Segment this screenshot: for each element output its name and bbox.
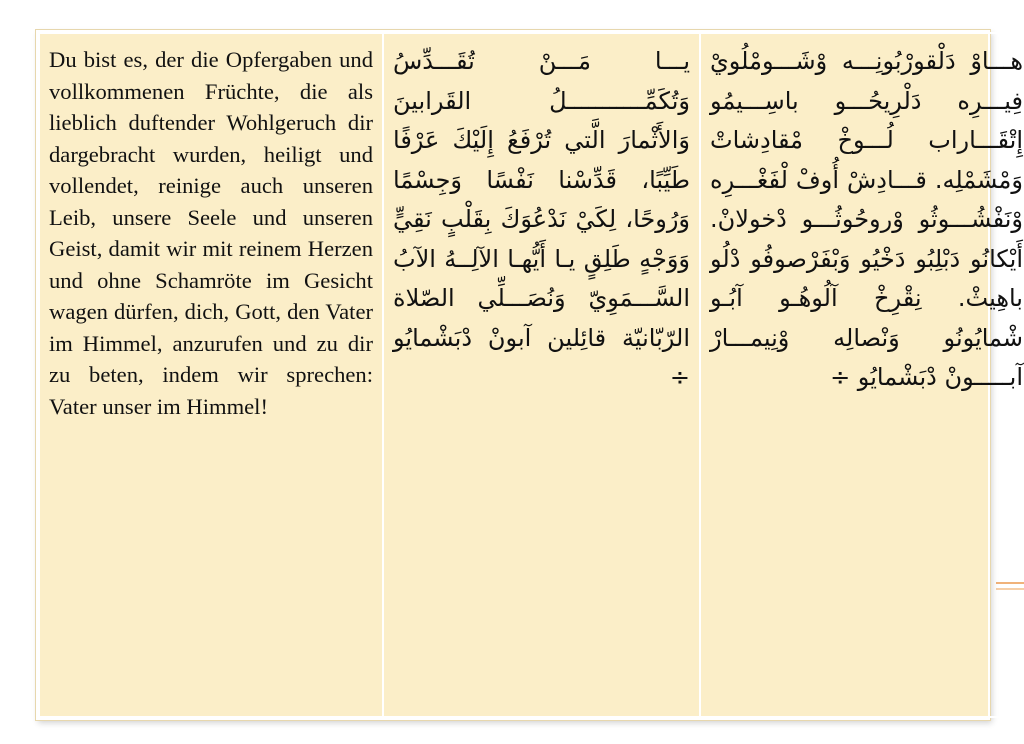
three-column-prayer-table bbox=[38, 32, 1024, 718]
arabic-column bbox=[383, 33, 700, 717]
arabic-prayer-text: يـــا مَـــنْ تُقَـــدِّسُ وَتُكَمِّـــــــــــلُ القَرابينَ وَالأَثْمارَ الَّتي تُرْفَعُ إِلَيْكَ عَرْفًا طَيِّبًا، قَدِّسْنا نَفْسًا وَجِسْمًا وَرُوحًا، لِكَيْ نَدْعُوَكَ بِقَلْبٍ نَقِيٍّ وَوَجْهٍ طَلِقٍ يـا أَيُّهـا الآلِــهُ الآبُ السَّـــمَوِيّ وَنُصَـــلِّي الصّلاة الرّبّانيّة قائِلين آبونْ دْبَشْمايُو ÷ bbox=[393, 47, 690, 391]
german-column bbox=[39, 33, 383, 717]
text-panel bbox=[36, 30, 1023, 720]
transliteration-column bbox=[700, 33, 1024, 717]
german-prayer-text: Du bist es, der die Opfergaben und vollkommenen Früchte, die als lieblich duftender Wohlgeruch dir dargebracht wurden, heiligt und vollendet, reinige auch unseren Leib, unsere Seele und unseren Geist, damit wir mit reinem Herzen und ohne Schamröte im Gesicht wagen dürfen, dich, Gott, den Vater im Himmel, anzurufen und zu dir zu beten, indem wir sprechen: Vater unser im Himmel! bbox=[49, 47, 373, 419]
syriac-transliteration-text: هـــاوْ دَلْقورْبُونِـــه وْشَـــومْلُويْ فِيـــرِه دَلْرِيحُـــو باسِـــيمُو إِتْقَـــاراب لُـــوخْ مْقادِشاتْ وَمْشَمْلِه. قـــادِشْ أُوفْ لْفَغْـــرِه وْنَفْشُـــوثُو وْروحُوثُـــو دْخولانْ. أَيْكانُو دَبْلِبُو دَخْيُو وَبْفَرْصوفُو دْلُو باهِيثْ. نِقْرِخْ آلُوهُـو آبُـو شْمايُونُو وَنْصالِه وْنِيمـــارْ آبـــــونْ دْبَشْمايُو ÷ bbox=[710, 47, 1023, 391]
table-row bbox=[39, 33, 1024, 717]
